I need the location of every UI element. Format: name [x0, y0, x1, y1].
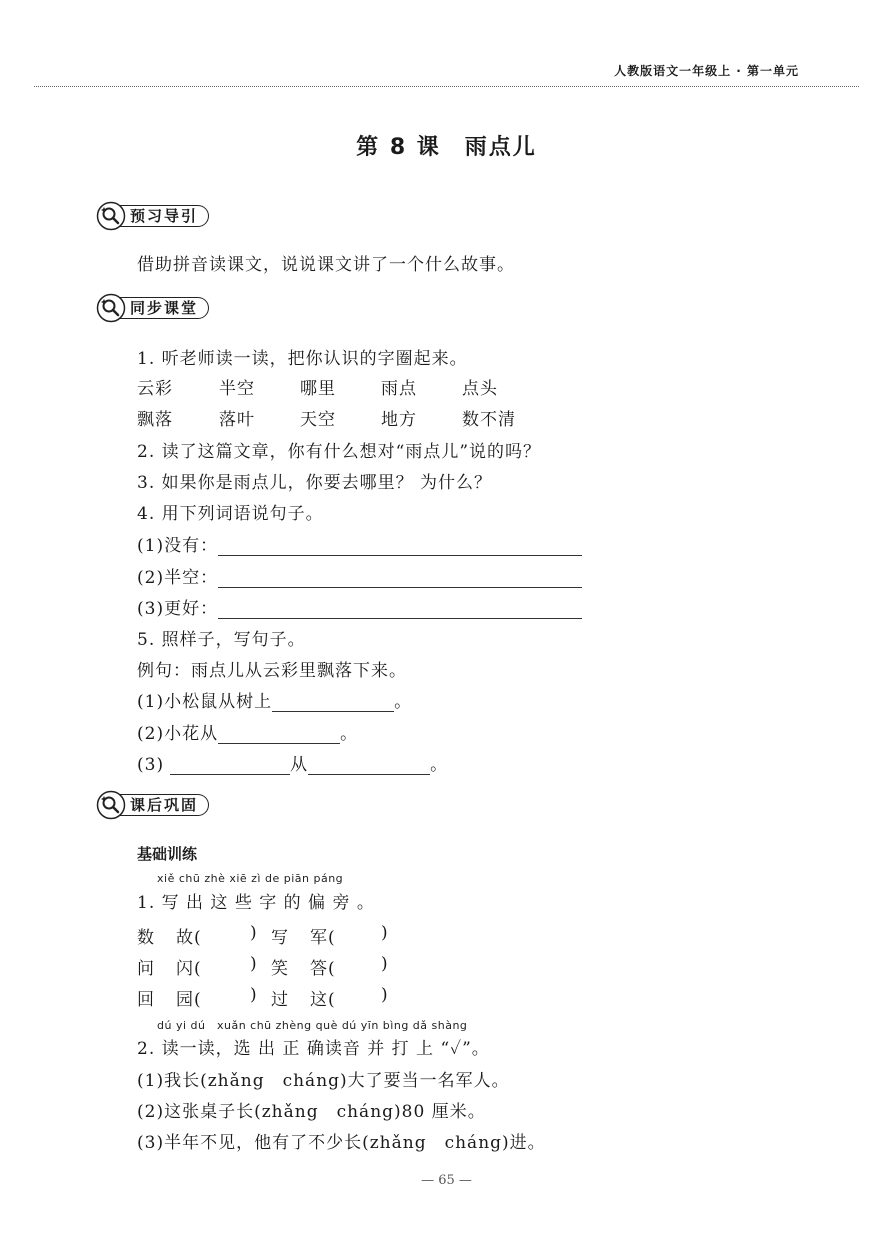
pinyin-line-2: dú yi dú xuǎn chū zhèng què dú yīn bìng dǎ shàng — [157, 1019, 468, 1032]
question-5: 5. 照样子，写句子。 — [137, 630, 306, 650]
radical-paren[interactable]: ) — [381, 985, 389, 1005]
radical-char: 笑 — [271, 959, 289, 979]
word-item: 飘落 — [137, 410, 173, 430]
word-item: 数不清 — [462, 410, 516, 430]
radical-char: 答( — [310, 959, 336, 979]
section-label-class: 同步课堂 — [120, 297, 209, 319]
answer-line[interactable] — [218, 600, 582, 619]
radical-char: 这( — [310, 990, 336, 1010]
imitation-item-3: (3) 从 。 — [137, 755, 449, 775]
sentence-item — [137, 531, 582, 556]
sentence-item — [137, 563, 582, 588]
word-item: 点头 — [462, 379, 498, 399]
word-item: 云彩 — [137, 379, 173, 399]
word-item: 落叶 — [219, 410, 255, 430]
question-1: 1. 听老师读一读，把你认识的字圈起来。 — [137, 349, 468, 369]
radical-char: 问 — [137, 959, 155, 979]
section-label-after: 课后巩固 — [120, 794, 209, 816]
imitation-item-2: (2)小花从 。 — [137, 724, 359, 744]
section-badge-after — [96, 790, 209, 820]
exercise-2: 2. 读一读，选 出 正 确读音 并 打 上 “✓”。 — [137, 1039, 490, 1059]
example-sentence: 例句：雨点儿从云彩里飘落下来。 — [137, 661, 407, 681]
radical-char: 园( — [176, 990, 202, 1010]
answer-line[interactable] — [218, 725, 340, 744]
radical-paren[interactable]: ) — [381, 954, 389, 974]
radical-char: 写 — [271, 928, 289, 948]
word-item: 哪里 — [300, 379, 336, 399]
radical-char: 故( — [176, 928, 202, 948]
book-info-header: 人教版语文一年级上 · 第一单元 — [614, 64, 799, 78]
word-item: 雨点 — [381, 379, 417, 399]
answer-line[interactable] — [218, 569, 582, 588]
question-4: 4. 用下列词语说句子。 — [137, 504, 324, 524]
word-item: 天空 — [300, 410, 336, 430]
question-2: 2. 读了这篇文章，你有什么想对“雨点儿”说的吗？ — [137, 442, 542, 462]
radical-char: 回 — [137, 990, 155, 1010]
radical-paren[interactable]: ) — [381, 923, 389, 943]
page-number: — 65 — — [421, 1173, 472, 1188]
pronunciation-item[interactable]: (1)我长(zhǎng cháng)大了要当一名军人。 — [137, 1071, 510, 1091]
word-item: 半空 — [219, 379, 255, 399]
pronunciation-item[interactable]: (2)这张桌子长(zhǎng cháng)80 厘米。 — [137, 1102, 486, 1122]
sentence-word: (1)没有： — [137, 536, 219, 556]
sentence-word: (2)半空： — [137, 568, 219, 588]
imitation-item-1: (1)小松鼠从树上 。 — [137, 692, 413, 712]
radical-char: 闪( — [176, 959, 202, 979]
section-badge-preview — [96, 201, 209, 231]
basic-training-heading: 基础训练 — [137, 845, 198, 863]
word-item: 地方 — [381, 410, 417, 430]
exercise-1: 1. 写 出 这 些 字 的 偏 旁 。 — [137, 893, 375, 913]
answer-line[interactable] — [308, 756, 430, 775]
section-badge-class — [96, 293, 209, 323]
radical-char: 军( — [310, 928, 336, 948]
answer-line[interactable] — [170, 756, 290, 775]
lesson-title: 第 8 课 雨点儿 — [356, 135, 537, 160]
radical-paren[interactable]: ) — [250, 923, 258, 943]
answer-line[interactable] — [218, 537, 582, 556]
radical-paren[interactable]: ) — [250, 985, 258, 1005]
radical-char: 数 — [137, 928, 155, 948]
radical-char: 过 — [271, 990, 289, 1010]
sentence-word: (3)更好： — [137, 599, 219, 619]
section-label-preview: 预习导引 — [120, 205, 209, 227]
answer-line[interactable] — [272, 693, 394, 712]
preview-instruction: 借助拼音读课文，说说课文讲了一个什么故事。 — [137, 255, 515, 275]
question-3: 3. 如果你是雨点儿，你要去哪里？ 为什么？ — [137, 473, 493, 493]
pronunciation-item[interactable]: (3)半年不见，他有了不少长(zhǎng cháng)进。 — [137, 1133, 546, 1153]
sentence-item — [137, 594, 582, 619]
radical-paren[interactable]: ) — [250, 954, 258, 974]
pinyin-line-1: xiě chū zhè xiē zì de piān páng — [157, 872, 344, 885]
header-divider — [34, 86, 859, 87]
